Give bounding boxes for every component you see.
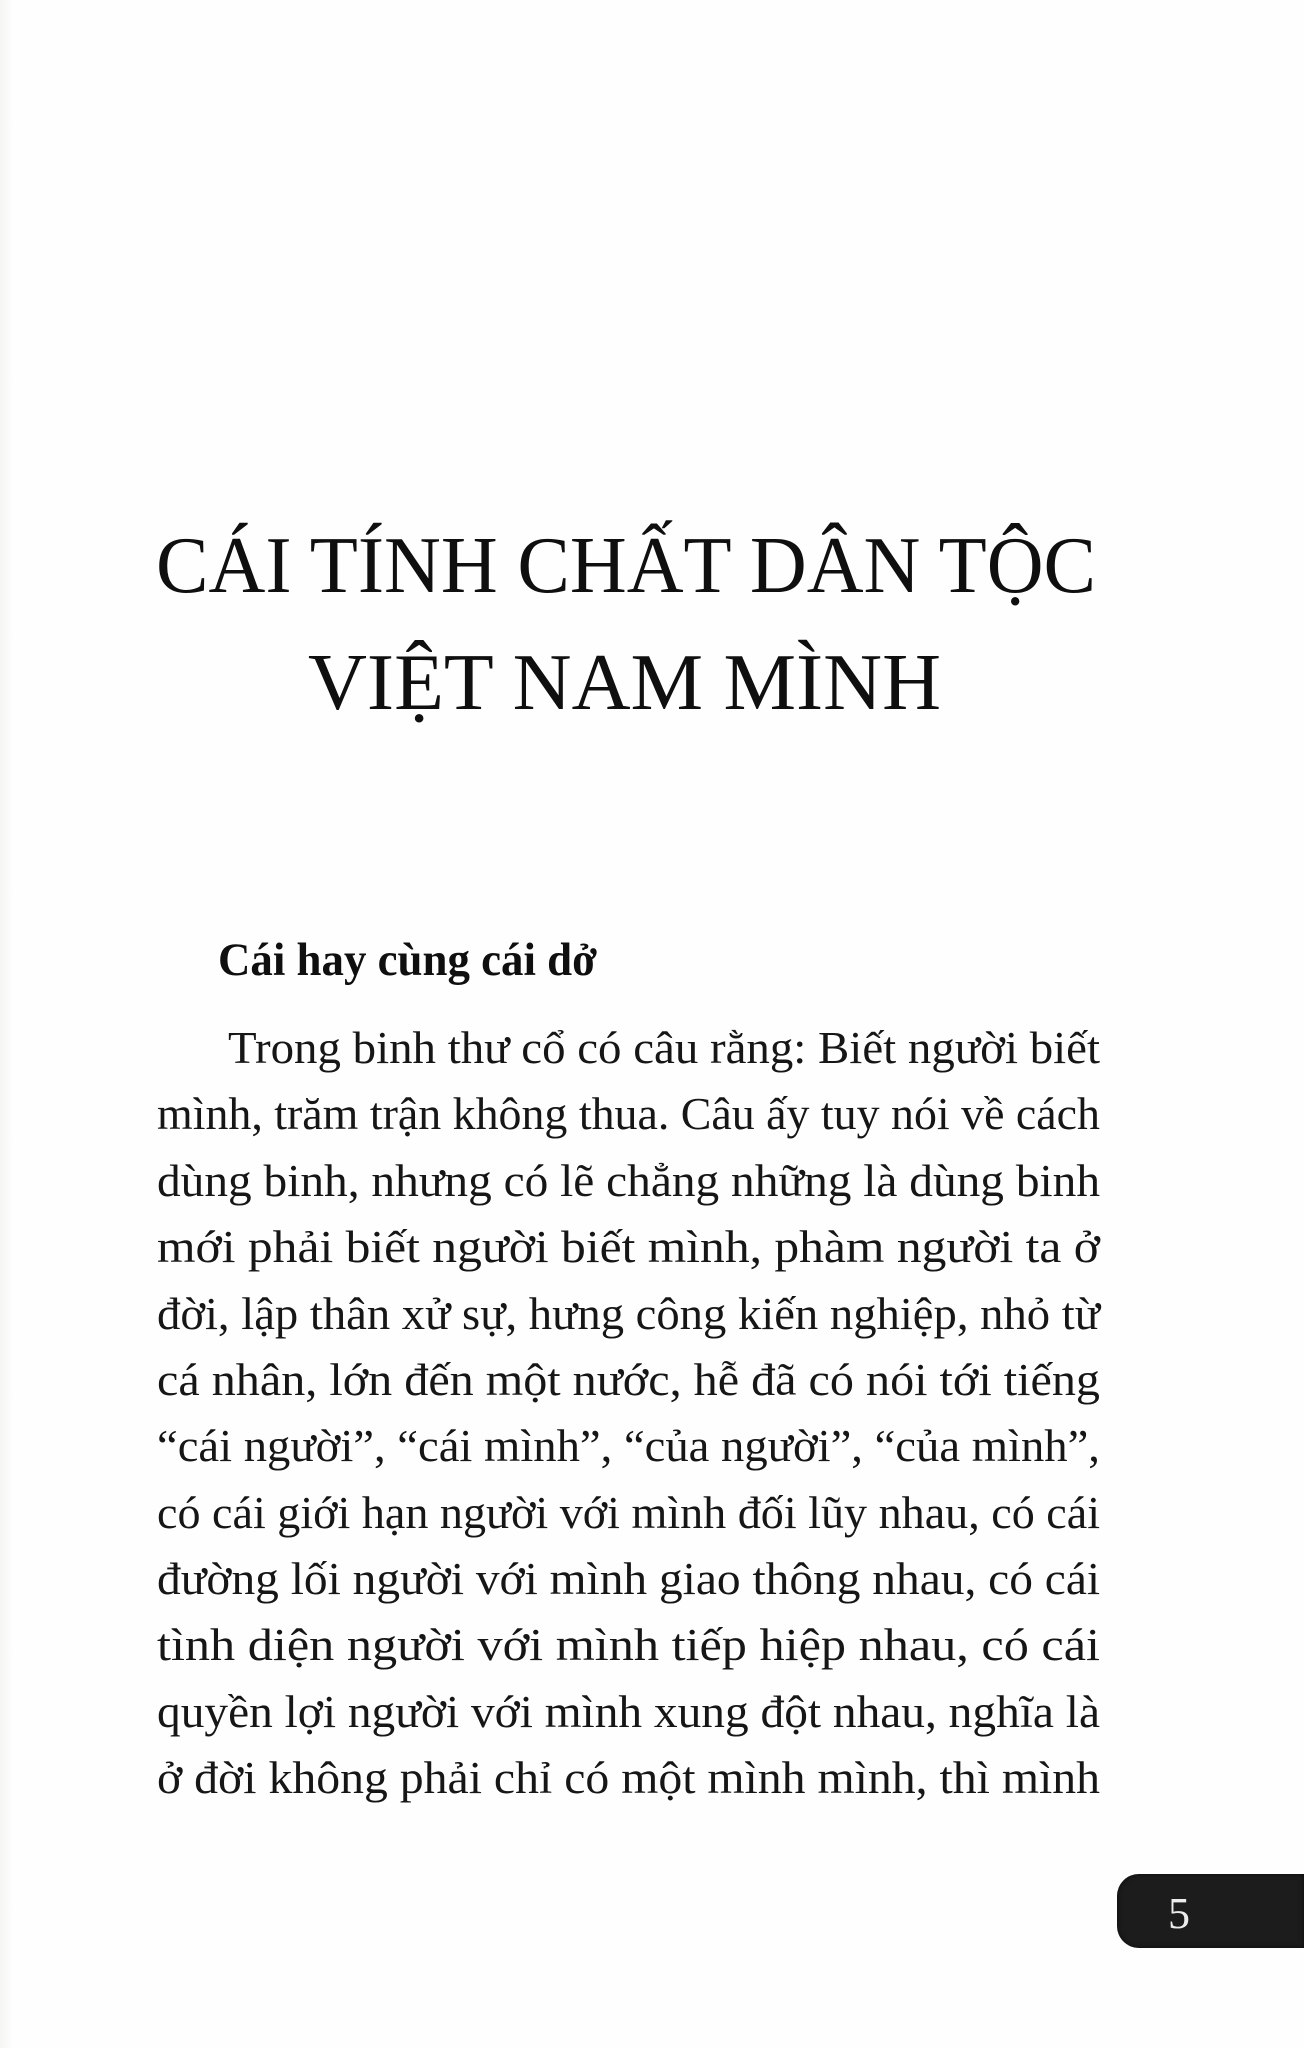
body-line: đời, lập thân xử sự, hưng công kiến nghiệp, nhỏ từ [157, 1288, 1100, 1340]
body-line: Trong binh thư cổ có câu rằng: Biết người biết [228, 1022, 1100, 1074]
section-heading: Cái hay cùng cái dở [218, 933, 598, 986]
body-line: mình, trăm trận không thua. Câu ấy tuy nói về cách [157, 1088, 1100, 1140]
body-line: mới phải biết người biết mình, phàm người ta ở [157, 1221, 1100, 1273]
body-line: “cái người”, “cái mình”, “của người”, “của mình”, [157, 1420, 1100, 1472]
page-number: 5 [1168, 1889, 1190, 1938]
body-line: tình diện người với mình tiếp hiệp nhau, có cái [157, 1619, 1101, 1671]
body-line: đường lối người với mình giao thông nhau, có cái [157, 1553, 1101, 1605]
body-line: cá nhân, lớn đến một nước, hễ đã có nói tới tiếng [157, 1354, 1100, 1406]
chapter-title-line-2: VIỆT NAM MÌNH [308, 639, 941, 728]
body-line: dùng binh, nhưng có lẽ chẳng những là dùng binh [157, 1155, 1101, 1207]
body-line: có cái giới hạn người với mình đối lũy nhau, có cái [157, 1487, 1101, 1539]
body-line: quyền lợi người với mình xung đột nhau, nghĩa là [157, 1686, 1100, 1738]
page-number-tab [1117, 1874, 1304, 1948]
chapter-title-line-1: CÁI TÍNH CHẤT DÂN TỘC [156, 522, 1097, 611]
body-line: ở đời không phải chỉ có một mình mình, thì mình [157, 1752, 1100, 1804]
